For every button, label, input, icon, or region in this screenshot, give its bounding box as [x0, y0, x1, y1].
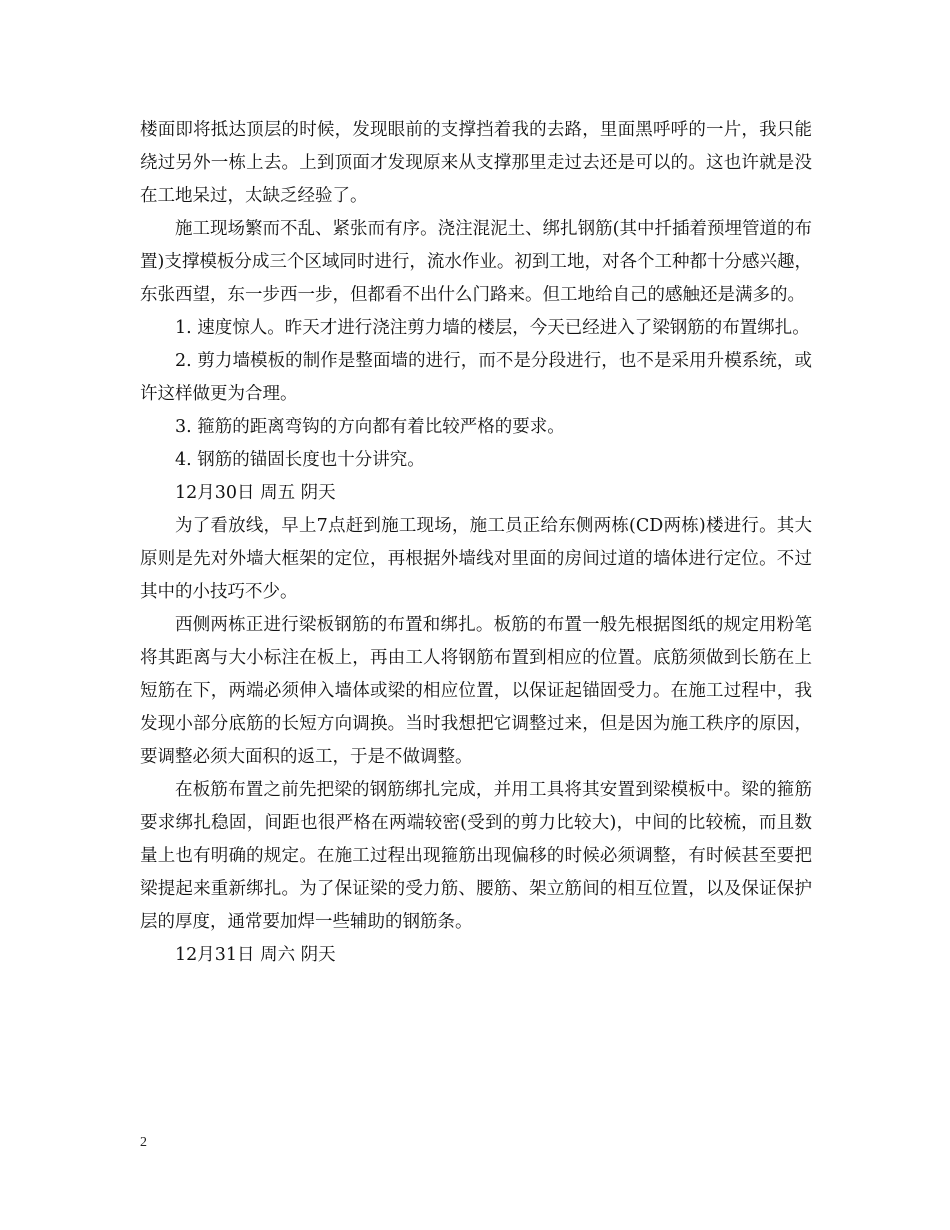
list-item: 4. 钢筋的锚固长度也十分讲究。 — [175, 450, 425, 470]
paragraph: 西侧两栋正进行梁板钢筋的布置和绑扎。板筋的布置一般先根据图纸的规定用粉笔将其距离与大小标注在板上，再由工人将钢筋布置到相应的位置。底筋须做到长筋在上短筋在下，两端必须伸入墙体或梁的相应位置，以保证起锚固受力。在施工过程中，我发现小部分底筋的长短方向调换。当时我想把它调整过来，但是因为施工秩序的原因，要调整必须大面积的返工，于是不做调整。 — [140, 615, 812, 767]
date-heading: 12月31日 周六 阴天 — [175, 945, 336, 965]
page-number: 2 — [140, 1135, 147, 1150]
list-item: 2. 剪力墙模板的制作是整面墙的进行，而不是分段进行，也不是采用升模系统，或许这样做更为合理。 — [140, 351, 812, 404]
list-item: 3. 箍筋的距离弯钩的方向都有着比较严格的要求。 — [175, 417, 565, 437]
paragraph: 在板筋布置之前先把梁的钢筋绑扎完成，并用工具将其安置到梁模板中。梁的箍筋要求绑扎稳固，间距也很严格在两端较密(受到的剪力比较大)，中间的比较梳，而且数量上也有明确的规定。在施工过程出现箍筋出现偏移的时候必须调整，有时候甚至要把梁提起来重新绑扎。为了保证梁的受力筋、腰筋、架立筋间的相互位置，以及保证保护层的厚度，通常要加焊一些辅助的钢筋条。 — [140, 780, 812, 932]
list-item: 1. 速度惊人。昨天才进行浇注剪力墙的楼层，今天已经进入了梁钢筋的布置绑扎。 — [175, 318, 810, 338]
paragraph: 为了看放线，早上7点赶到施工现场，施工员正给东侧两栋(CD两栋)楼进行。其大原则是先对外墙大框架的定位，再根据外墙线对里面的房间过道的墙体进行定位。不过其中的小技巧不少。 — [140, 516, 812, 602]
document-body — [140, 114, 812, 972]
paragraph: 楼面即将抵达顶层的时候，发现眼前的支撑挡着我的去路，里面黑呼呼的一片，我只能绕过另外一栋上去。上到顶面才发现原来从支撑那里走过去还是可以的。这也许就是没在工地呆过，太缺乏经验了。 — [140, 120, 812, 206]
paragraph: 施工现场繁而不乱、紧张而有序。浇注混泥土、绑扎钢筋(其中扦插着预埋管道的布置)支撑模板分成三个区域同时进行，流水作业。初到工地，对各个工种都十分感兴趣，东张西望，东一步西一步，但都看不出什么门路来。但工地给自己的感触还是满多的。 — [140, 219, 812, 305]
date-heading: 12月30日 周五 阴天 — [175, 483, 336, 503]
